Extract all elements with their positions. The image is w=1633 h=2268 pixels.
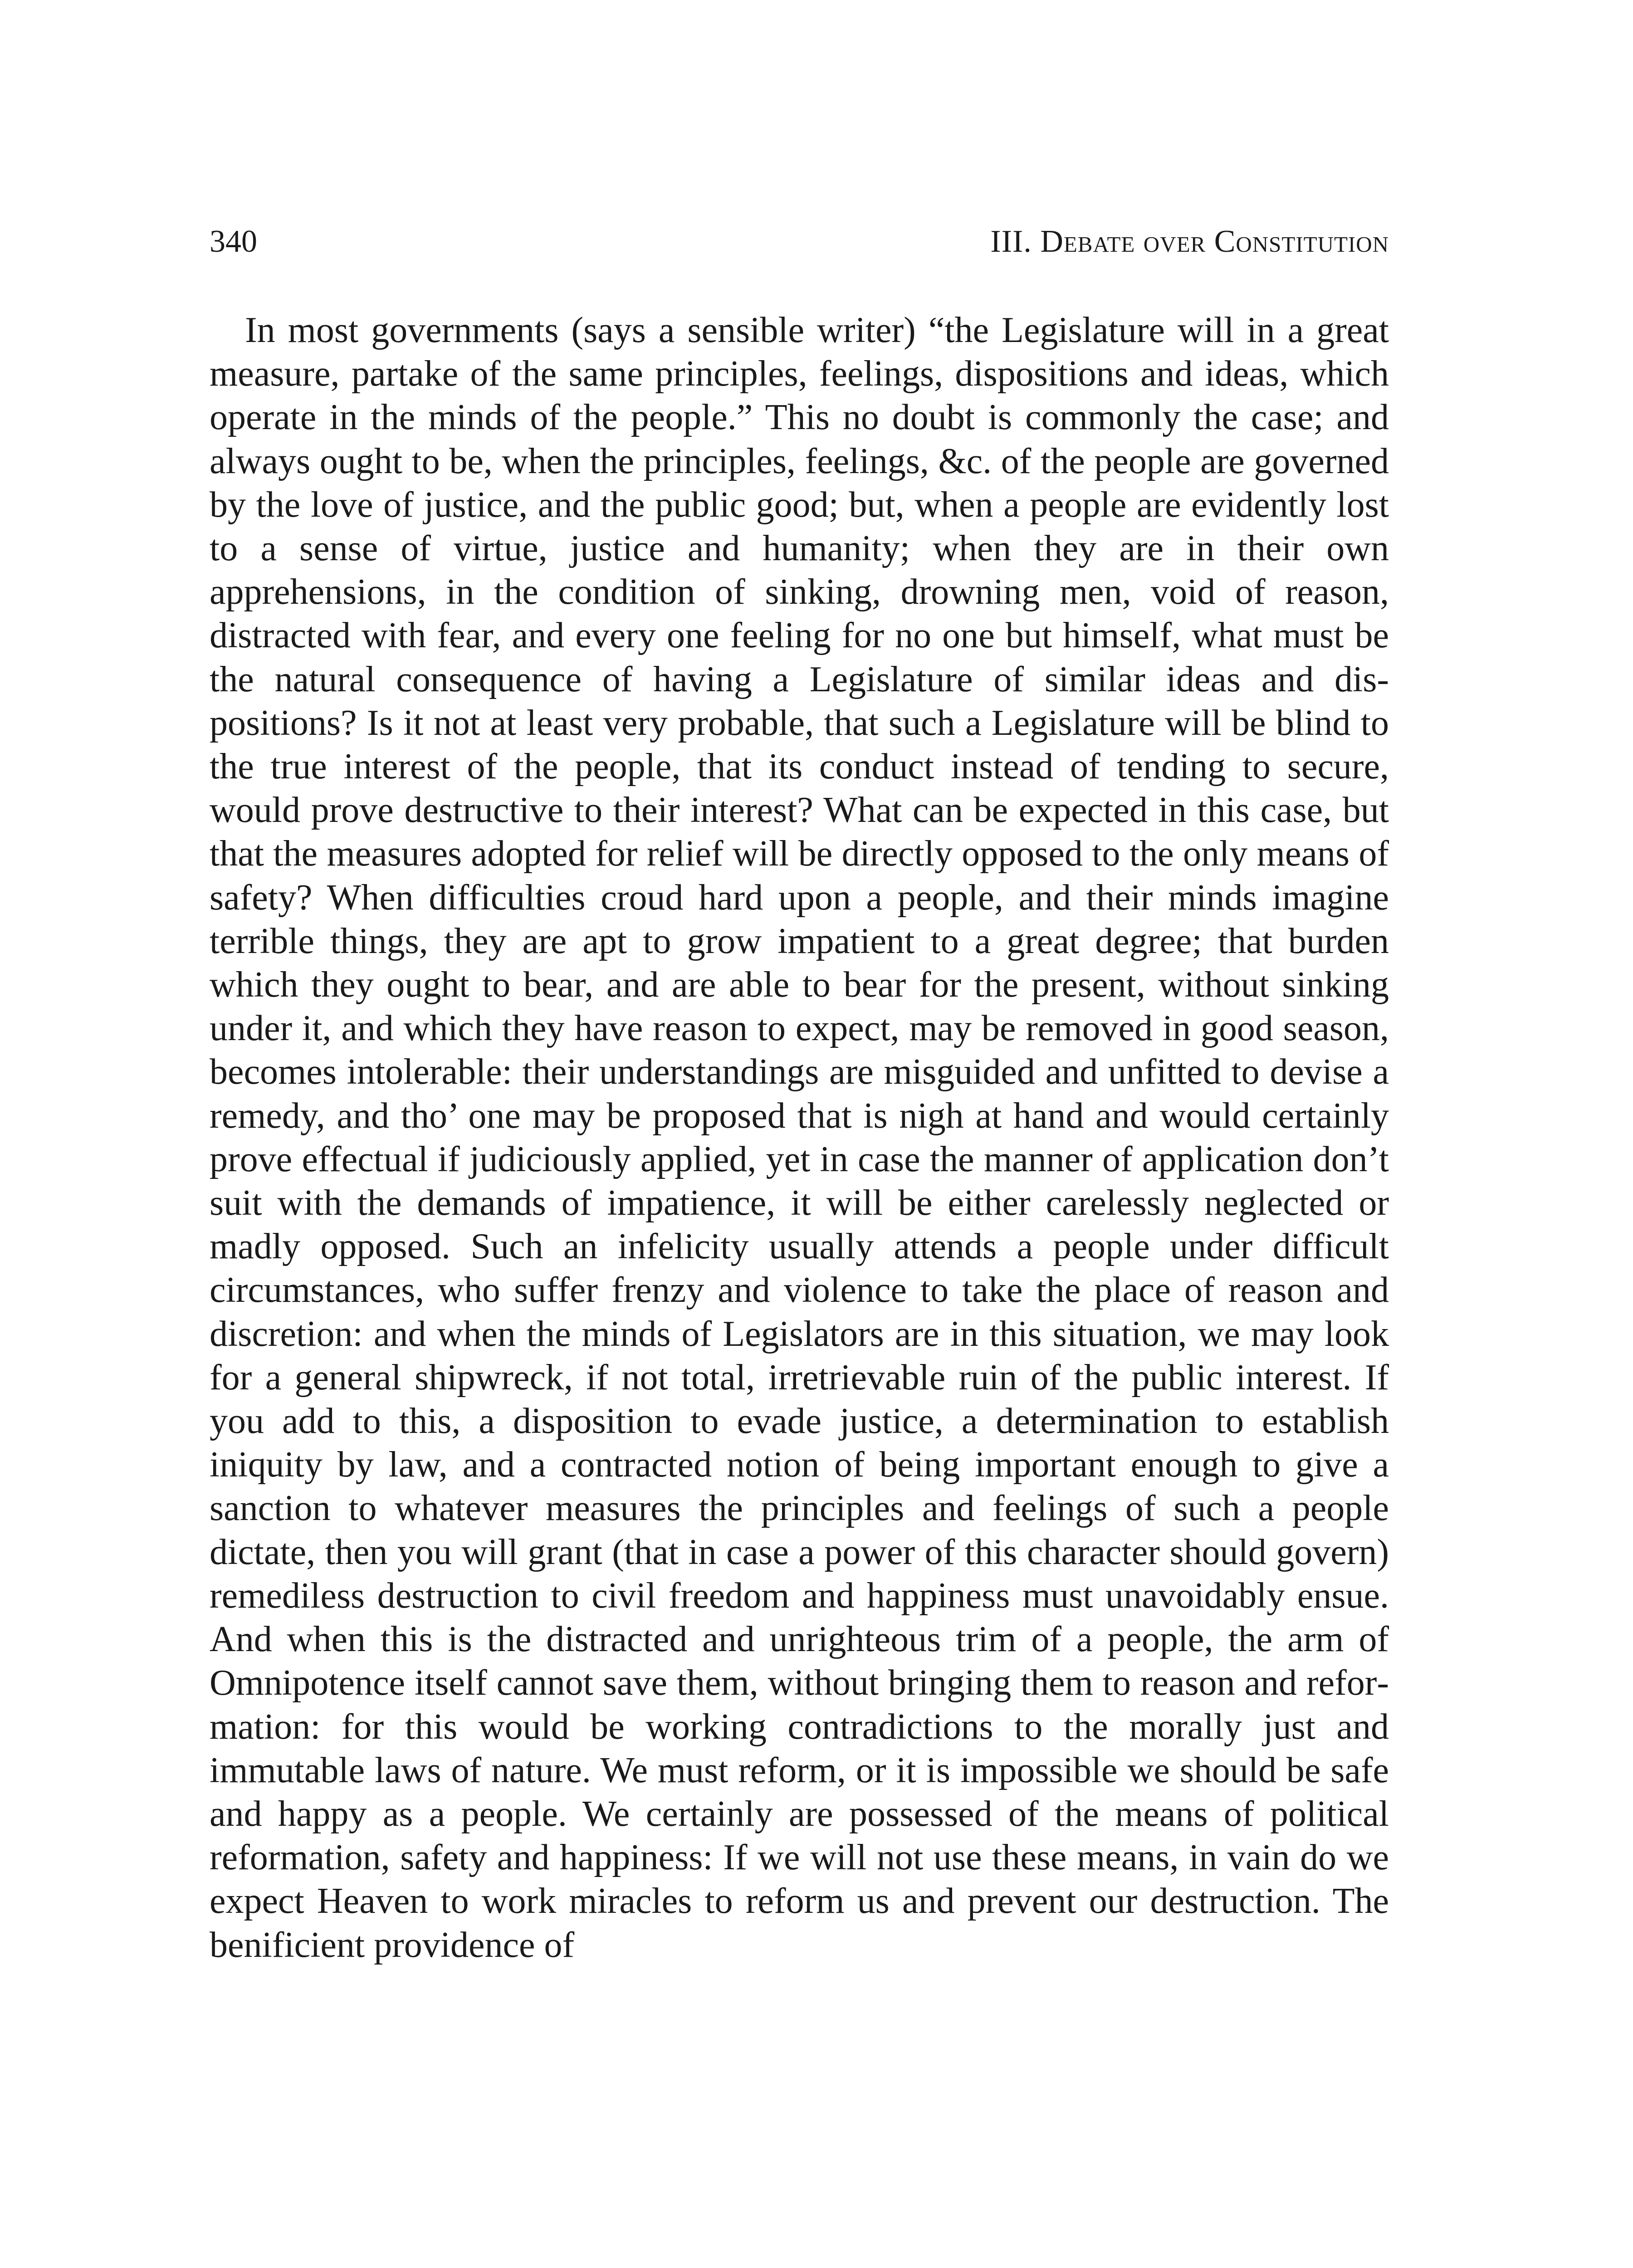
section-title: III. Debate over Constitution — [990, 224, 1389, 259]
running-head — [210, 221, 1389, 262]
page-number: 340 — [210, 224, 257, 259]
body-paragraph: In most governments (says a sensible writer) “the Legislature will in a great measure, partake of the same principles, feelings, dispositions and ideas, which operate in the minds of the people.” This no doubt is commonly the case; and always ought to be, when the principles, feelings, &c. of the people are governed by the love of justice, and the public good; but, when a people are evidently lost to a sense of virtue, justice and humanity; when they are in their own apprehensions, in the condition of sinking, drowning men, void of reason, distracted with fear, and every one feeling for no one but himself, what must be the natural consequence of having a Legislature of similar ideas and dispositions? Is it not at least very probable, that such a Legislature will be blind to the true interest of the people, that its conduct instead of tending to secure, would prove destructive to their interest? What can be expected in this case, but that the measures adopted for relief will be directly opposed to the only means of safety? When difficulties croud hard upon a people, and their minds imagine terrible things, they are apt to grow impatient to a great degree; that burden which they ought to bear, and are able to bear for the present, without sinking under it, and which they have reason to expect, may be removed in good season, becomes intolerable: their understandings are misguided and unfitted to devise a remedy, and tho’ one may be proposed that is nigh at hand and would certainly prove effectual if judiciously applied, yet in case the manner of application don’t suit with the demands of impatience, it will be either carelessly neglected or madly opposed. Such an infelicity usually attends a people under difficult circumstances, who suffer frenzy and violence to take the place of reason and discretion: and when the minds of Legislators are in this situation, we may look for a general shipwreck, if not total, irretrievable ruin of the public interest. If you add to this, a disposition to evade justice, a determination to establish iniquity by law, and a contracted notion of being important enough to give a sanction to whatever measures the principles and feelings of such a people dictate, then you will grant (that in case a power of this character should govern) remediless destruction to civil freedom and happiness must unavoidably ensue. And when this is the distracted and unrighteous trim of a people, the arm of Omnipotence itself cannot save them, without bringing them to reason and reformation: for this would be working contradictions to the morally just and immutable laws of nature. We must reform, or it is impossible we should be safe and happy as a people. We certainly are possessed of the means of political reformation, safety and happiness: If we will not use these means, in vain do we expect Heaven to work miracles to reform us and prevent our destruction. The benificient providence of — [210, 310, 1389, 1965]
